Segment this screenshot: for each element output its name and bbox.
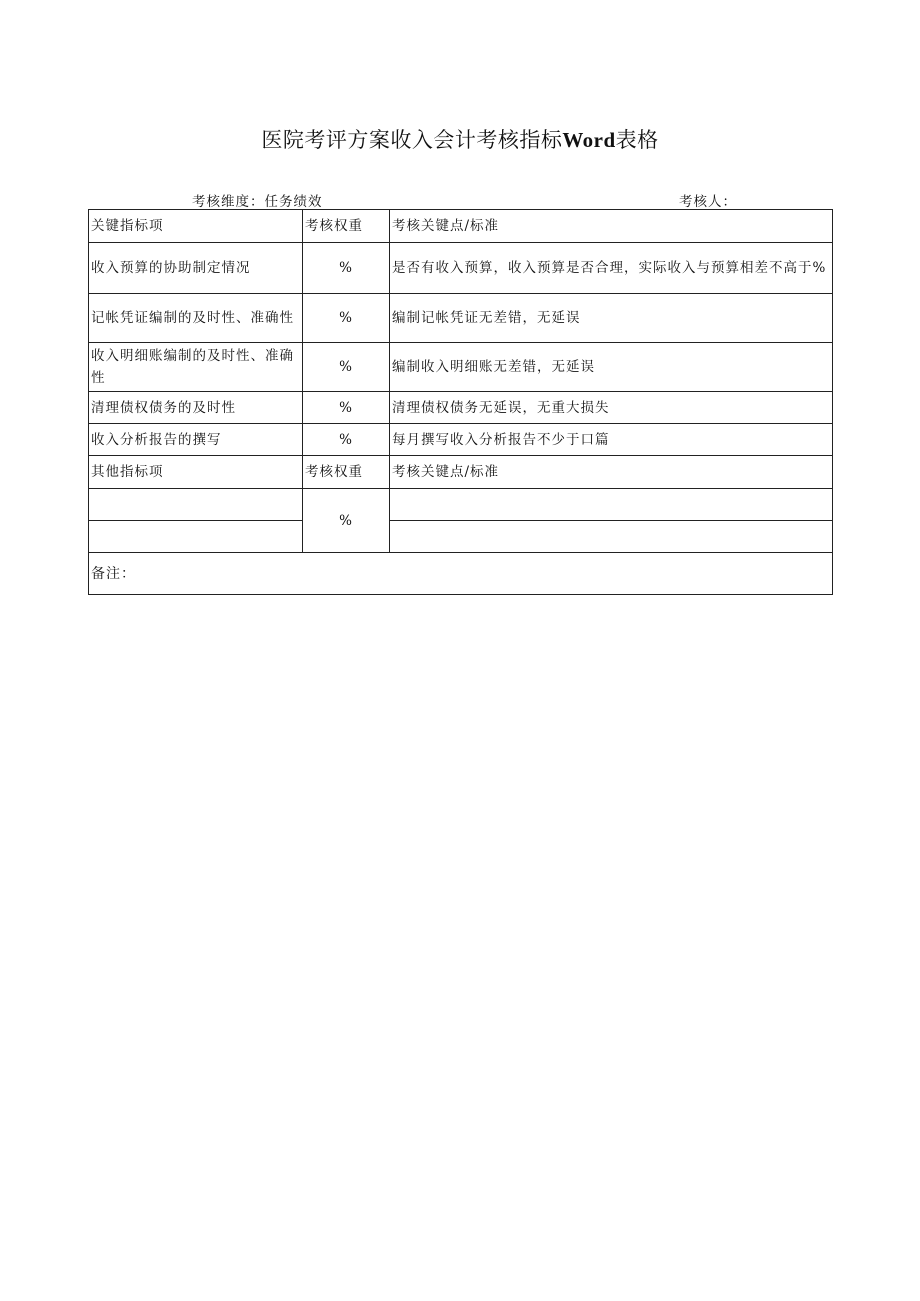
indicator-cell: 收入分析报告的撰写 [89,424,303,456]
assessor-label: 考核人： [679,194,737,210]
header-row [89,210,833,243]
document-title: 医院考评方案收入会计考核指标Word表格 [261,128,659,152]
table-row [89,392,833,424]
header-other-weight: 考核权重 [303,456,390,489]
indicator-table [88,209,833,595]
table-row [89,343,833,392]
weight-cell: % [303,424,390,456]
indicator-cell: 记帐凭证编制的及时性、准确性 [89,294,303,343]
table-row [89,424,833,456]
other-criteria-cell [390,489,833,521]
weight-cell: % [303,243,390,294]
other-weight-cell: % [303,489,390,553]
header-other-criteria: 考核关键点/标准 [390,456,833,489]
header-key-indicator: 关键指标项 [89,210,303,243]
table-row [89,294,833,343]
remark-row [89,553,833,595]
other-row [89,521,833,553]
criteria-cell: 编制收入明细账无差错，无延误 [390,343,833,392]
remark-cell: 备注： [89,553,833,595]
assessment-dimension: 考核维度：任务绩效 [192,194,323,210]
table-row [89,243,833,294]
indicator-cell: 收入预算的协助制定情况 [89,243,303,294]
weight-cell: % [303,343,390,392]
criteria-cell: 清理债权债务无延误，无重大损失 [390,392,833,424]
other-header-row [89,456,833,489]
other-indicator-cell [89,521,303,553]
criteria-cell: 每月撰写收入分析报告不少于口篇 [390,424,833,456]
header-other-indicator: 其他指标项 [89,456,303,489]
header-weight: 考核权重 [303,210,390,243]
criteria-cell: 编制记帐凭证无差错，无延误 [390,294,833,343]
other-indicator-cell [89,489,303,521]
weight-cell: % [303,392,390,424]
other-row [89,489,833,521]
weight-cell: % [303,294,390,343]
other-criteria-cell [390,521,833,553]
header-criteria: 考核关键点/标准 [390,210,833,243]
criteria-cell: 是否有收入预算，收入预算是否合理，实际收入与预算相差不高于% [390,243,833,294]
indicator-cell: 清理债权债务的及时性 [89,392,303,424]
indicator-cell: 收入明细账编制的及时性、准确性 [89,343,303,392]
